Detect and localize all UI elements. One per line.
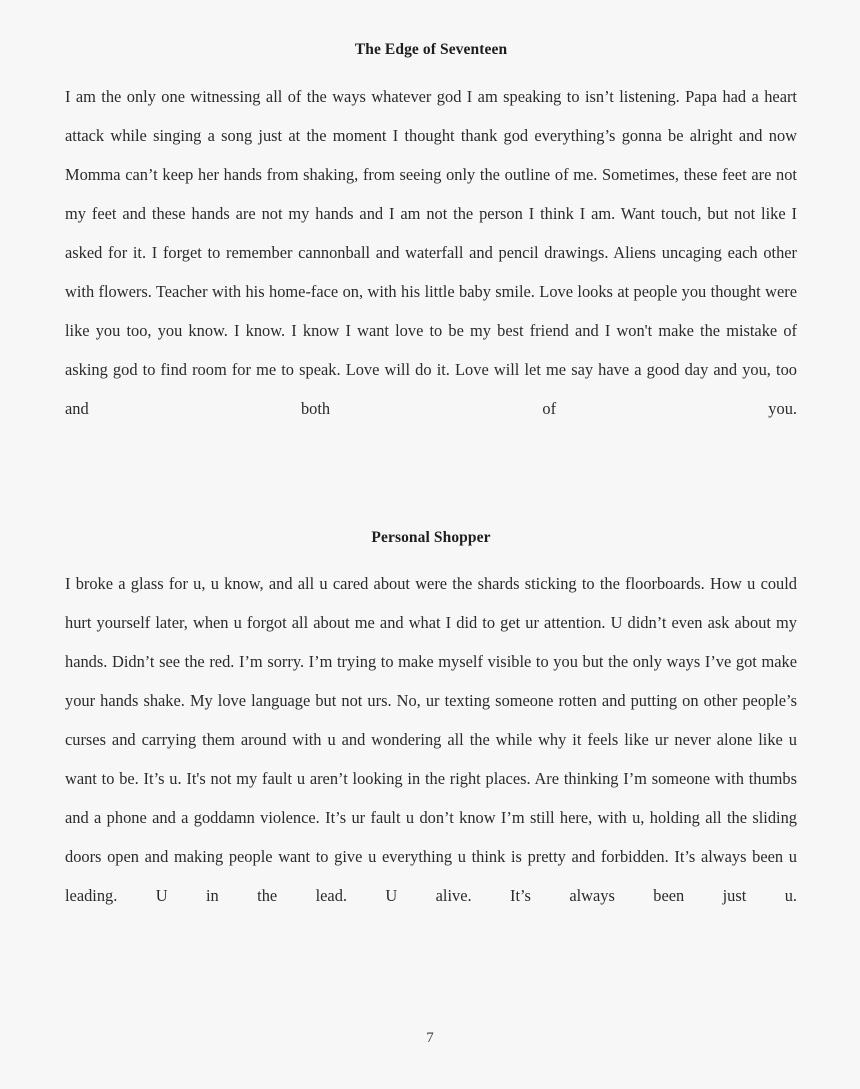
page-number: 7 — [426, 1030, 434, 1046]
page-content — [65, 0, 797, 954]
poem-title-personal-shopper: Personal Shopper — [371, 528, 491, 546]
poem-section-edge-of-seventeen — [65, 41, 797, 467]
poem-title-edge-of-seventeen: The Edge of Seventeen — [354, 41, 508, 58]
poem-section-personal-shopper — [65, 529, 797, 955]
poem-body-personal-shopper: I broke a glass for u, u know, and all u cared about were the shards sticking to the floorboards. How u could hurt yourself later, when u forgot all about me and what I did to get ur attention. U didn’t even ask about my hands. Didn’t see the red. I’m sorry. I’m trying to make myself visible to you but the only ways I’ve got make your hands shake. My love language but not urs. No, ur texting someone rotten and putting on other people’s curses and carrying them around with u and wondering all the while why it feels like ur never alone like u want to be. It’s u. It's not my fault u aren’t looking in the right places. Are thinking I’m someone with thumbs and a phone and a goddamn violence. It’s ur fault u don’t know I’m still here, with u, holding all the sliding doors open and making people want to give u everything u think is pretty and forbidden. It’s always been u leading. U in the lead. U alive. It’s always been just u. — [65, 574, 797, 906]
poem-body-edge-of-seventeen: I am the only one witnessing all of the ways whatever god I am speaking to isn’t listening. Papa had a heart attack while singing a song just at the moment I thought thank god everything’s gonna be alright and now Momma can’t keep her hands from shaking, from seeing only the outline of me. Sometimes, these feet are not my feet and these hands are not my hands and I am not the person I think I am. Want touch, but not like I asked for it. I forget to remember cannonball and waterfall and pencil drawings. Aliens uncaging each other with flowers. Teacher with his home-face on, with his little baby smile. Love looks at people you thought were like you too, you know. I know. I know I want love to be my best friend and I won't make the mistake of asking god to find room for me to speak. Love will do it. Love will let me say have a good day and you, too and both of you. — [65, 86, 797, 418]
